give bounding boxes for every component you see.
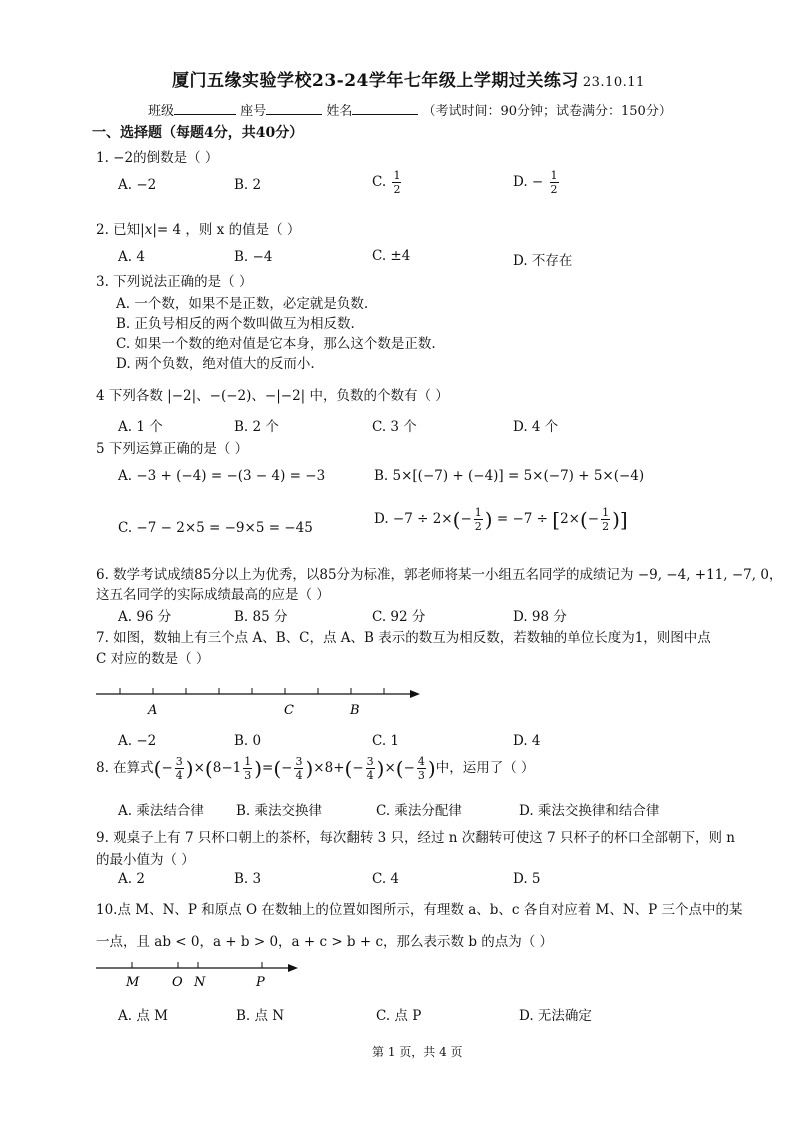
q10-number-line (92, 958, 304, 992)
q7-text-line1: 7. 如图，数轴上有三个点 A、B、C，点 A、B 表示的数互为相反数，若数轴的单位长度为1，则图中点 (96, 630, 711, 646)
q4-text: 4 下列各数 |−2|、−(−2)、−|−2| 中，负数的个数有（ ） (96, 388, 449, 404)
q7-option-a: A. −2 (118, 733, 157, 749)
q2-option-c: C. ±4 (372, 248, 411, 264)
q10-option-d: D. 无法确定 (519, 1008, 592, 1024)
q7-axis-arrow (410, 690, 420, 698)
q7-ticks (120, 688, 384, 694)
q4-option-a: A. 1 个 (118, 419, 163, 435)
q1-option-d: D. − $\frac{1}{2}$ (513, 169, 558, 196)
q1-option-c: C. $\frac{1}{2}$ (372, 169, 401, 196)
q9-option-c: C. 4 (372, 871, 400, 887)
q7-option-b: B. 0 (234, 733, 262, 749)
q2-text: 2. 已知|x|= 4 ，则 x 的值是（ ） (96, 222, 301, 238)
q10-label-n: N (194, 975, 206, 990)
q10-text-line1: 10.点 M、N、P 和原点 O 在数轴上的位置如图所示，有理数 a、b、c 各自对应着 M、N、P 三个点中的某 (96, 902, 743, 918)
q7-label-c: C (284, 703, 294, 718)
q5-option-c: C. −7 − 2×5 = −9×5 = −45 (118, 520, 313, 536)
q7-option-c: C. 1 (372, 733, 400, 749)
q1-c-fraction: $\frac{1}{2}$ (393, 169, 401, 196)
q2-option-d: D. 不存在 (513, 253, 573, 269)
q1-option-b: B. 2 (234, 177, 262, 193)
q10-label-m: M (126, 975, 140, 990)
exam-date: 23.10.11 (582, 75, 645, 90)
title-text: 厦门五缘实验学校23-24学年七年级上学期过关练习 (172, 71, 579, 91)
q5-option-a: A. −3 + (−4) = −(3 − 4) = −3 (118, 468, 326, 484)
q3-option-d: D. 两个负数，绝对值大的反而小. (116, 356, 315, 372)
q5-option-d: D. −7 ÷ 2×(− $\frac{1}{2}$ ) = −7 ÷ [2×(− $\frac{1}{2}$ )] (374, 506, 628, 533)
name-blank[interactable] (352, 102, 418, 115)
q6-option-b: B. 85 分 (234, 609, 288, 625)
q3-option-b: B. 正负号相反的两个数叫做互为相反数. (116, 316, 355, 332)
exam-info: （考试时间：90分钟；试卷满分：150分） (422, 104, 672, 119)
class-label: 班级 (148, 104, 175, 119)
q6-text-line2: 这五名同学的实际成绩最高的应是（ ） (96, 587, 330, 603)
q6-option-c: C. 92 分 (372, 609, 426, 625)
q10-option-a: A. 点 M (118, 1008, 168, 1024)
q2-option-a: A. 4 (118, 249, 145, 265)
q8-option-d: D. 乘法交换律和结合律 (519, 803, 660, 819)
q5-d-fraction-2: $\frac{1}{2}$ (602, 506, 610, 533)
q8-text: 8. 在算式(− $\frac{3}{4}$ )×(8−1 $\frac{1}{3}$ )=(− $\frac{3}{4}$ )×8+(− $\frac{3}{4}$ )×(− $\frac{4}{3}$ )中，运用了（ ） (96, 755, 535, 782)
q4-option-c: C. 3 个 (372, 419, 417, 435)
q1-option-a: A. −2 (118, 177, 157, 193)
q6-option-a: A. 96 分 (118, 609, 172, 625)
q8-option-c: C. 乘法分配律 (376, 803, 462, 819)
q10-axis-arrow (288, 964, 298, 972)
seat-blank[interactable] (266, 102, 322, 115)
q9-option-b: B. 3 (234, 871, 262, 887)
q4-option-b: B. 2 个 (234, 419, 279, 435)
q9-text-line2: 的最小值为（ ） (96, 852, 195, 868)
exam-title (172, 66, 645, 91)
section-title: 一、选择题（每题4分，共40分） (92, 125, 304, 141)
q9-option-a: A. 2 (118, 871, 145, 887)
q7-label-a: A (148, 703, 158, 718)
q9-option-d: D. 5 (513, 871, 541, 887)
q5-option-b: B. 5×[(−7) + (−4)] = 5×(−7) + 5×(−4) (374, 468, 645, 484)
seat-label: 座号 (240, 104, 267, 119)
q2-option-b: B. −4 (234, 249, 273, 265)
q6-option-d: D. 98 分 (513, 609, 567, 625)
q7-label-b: B (350, 703, 360, 718)
q1-text: 1. −2的倒数是（ ） (96, 150, 219, 166)
q3-option-c: C. 如果一个数的绝对值是它本身，那么这个数是正数. (116, 336, 436, 352)
q10-label-p: P (256, 975, 265, 990)
q3-text: 3. 下列说法正确的是（ ） (96, 274, 253, 290)
q9-text-line1: 9. 观桌子上有 7 只杯口朝上的茶杯，每次翻转 3 只，经过 n 次翻转可使这 7 只杯子的杯口全部朝下，则 n (96, 830, 735, 846)
q1-d-fraction: $\frac{1}{2}$ (550, 169, 558, 196)
q5-d-fraction-1: $\frac{1}{2}$ (474, 506, 482, 533)
q8-option-b: B. 乘法交换律 (236, 803, 323, 819)
q5-text: 5 下列运算正确的是（ ） (96, 441, 249, 457)
q10-option-c: C. 点 P (376, 1008, 422, 1024)
q10-option-b: B. 点 N (236, 1008, 285, 1024)
q10-text-line2: 一点，且 ab < 0，a + b > 0，a + c > b + c，那么表示数 b 的点为（ ） (96, 934, 554, 950)
class-blank[interactable] (174, 102, 236, 115)
q7-number-line (92, 680, 422, 722)
q7-text-line2: C 对应的数是（ ） (96, 651, 210, 667)
q3-option-a: A. 一个数，如果不是正数，必定就是负数. (116, 296, 369, 312)
q7-option-d: D. 4 (513, 733, 541, 749)
q4-option-d: D. 4 个 (513, 419, 559, 435)
name-label: 姓名 (326, 104, 353, 119)
q10-label-o: O (172, 975, 183, 990)
student-info-line (148, 100, 672, 119)
page-number: 第 1 页，共 4 页 (372, 1045, 463, 1059)
q8-option-a: A. 乘法结合律 (118, 803, 204, 819)
q6-text-line1: 6. 数学考试成绩85分以上为优秀，以85分为标准，郭老师将某一小组五名同学的成绩记为 −9, −4, +11, −7, 0， (96, 567, 783, 583)
